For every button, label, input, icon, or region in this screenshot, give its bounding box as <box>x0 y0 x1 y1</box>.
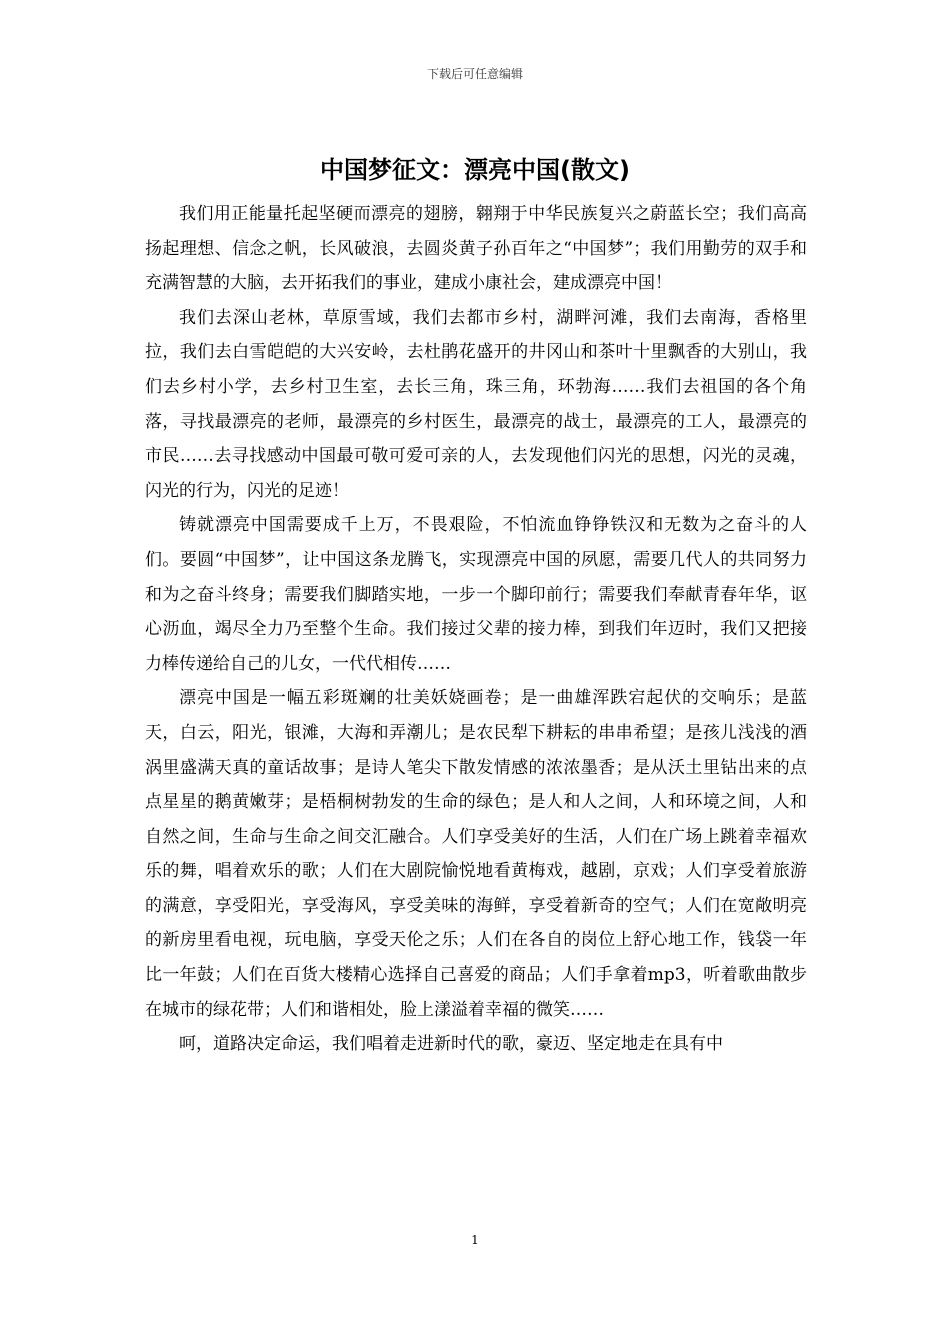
paragraph-5: 呵，道路决定命运，我们唱着走进新时代的歌，豪迈、坚定地走在具有中 <box>179 1034 723 1055</box>
paragraph-1: 我们用正能量托起坚硬而漂亮的翅膀，翱翔于中华民族复兴之蔚蓝长空；我们高高扬起理想、信念之帆，长风破浪，去圆炎黄子孙百年之“中国梦”；我们用勤劳的双手和充满智慧的大脑，去开拓我们的事业，建成小康社会，建成漂亮中国！ <box>145 204 807 294</box>
paragraph-2: 我们去深山老林，草原雪域，我们去都市乡村，湖畔河滩，我们去南海，香格里拉，我们去白雪皑皑的大兴安岭，去杜鹃花盛开的井冈山和茶叶十里飘香的大别山，我们去乡村小学，去乡村卫生室，去长三角，珠三角，环勃海……我们去祖国的各个角落，寻找最漂亮的老师，最漂亮的乡村医生，最漂亮的战士，最漂亮的工人，最漂亮的市民……去寻找感动中国最可敬可爱可亲的人，去发现他们闪光的思想，闪光的灵魂，闪光的行为，闪光的足迹！ <box>145 307 807 501</box>
paragraph-4: 漂亮中国是一幅五彩斑斓的壮美妖娆画卷；是一曲雄浑跌宕起伏的交响乐；是蓝天，白云，阳光，银滩，大海和弄潮儿；是农民犁下耕耘的串串希望；是孩儿浅浅的酒涡里盛满天真的童话故事；是诗人笔尖下散发情感的浓浓墨香；是从沃土里钻出来的点点星星的鹅黄嫩芽；是梧桐树勃发的生命的绿色；是人和人之间，人和环境之间，人和自然之间，生命与生命之间交汇融合。人们享受美好的生活，人们在广场上跳着幸福欢乐的舞，唱着欢乐的歌；人们在大剧院愉悦地看黄梅戏，越剧，京戏；人们享受着旅游的满意，享受阳光，享受海风，享受美味的海鲜，享受着新奇的空气；人们在宽敞明亮的新房里看电视，玩电脑，享受天伦之乐；人们在各自的岗位上舒心地工作，钱袋一年比一年鼓；人们在百货大楼精心选择自己喜爱的商品；人们手拿着mp3，听着歌曲散步在城市的绿花带；人们和谐相处，脸上漾溢着幸福的微笑…… <box>145 688 807 1020</box>
page-number: 1 <box>471 1233 479 1247</box>
paragraph-3: 铸就漂亮中国需要成千上万，不畏艰险，不怕流血铮铮铁汉和无数为之奋斗的人们。要圆“中国梦”，让中国这条龙腾飞，实现漂亮中国的夙愿，需要几代人的共同努力和为之奋斗终身；需要我们脚踏实地，一步一个脚印前行；需要我们奉献青春年华，讴心沥血，竭尽全力乃至整个生命。我们接过父辈的接力棒，到我们年迈时，我们又把接力棒传递给自己的儿女，一代代相传…… <box>145 515 807 674</box>
document-title: 中国梦征文：漂亮中国(散文) <box>320 156 630 184</box>
document-body <box>145 197 807 1062</box>
page-header-note: 下载后可任意编辑 <box>426 67 523 81</box>
